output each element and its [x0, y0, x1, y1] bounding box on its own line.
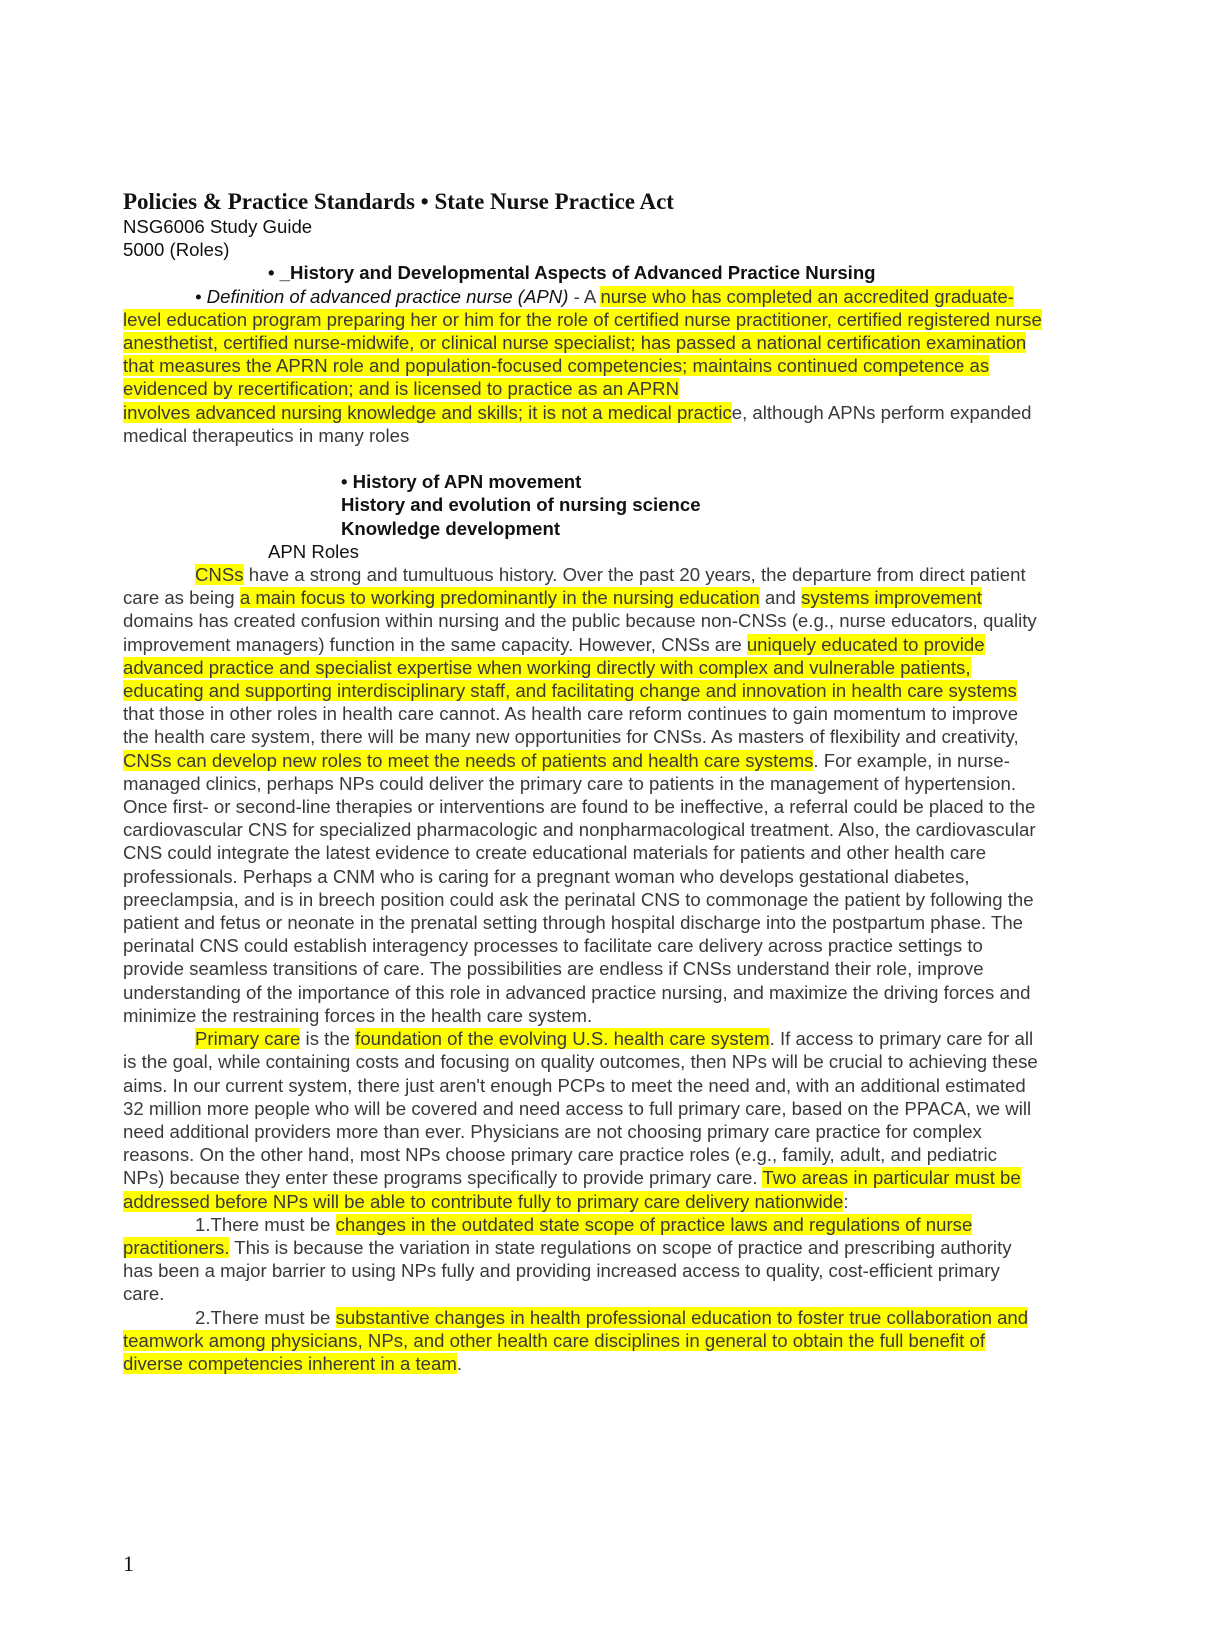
- text-run: .: [456, 1352, 463, 1374]
- document-page: [123, 188, 1043, 1375]
- subheading-history: • History of APN movement: [341, 471, 582, 493]
- text-run: e, although APNs perform expanded medical therapeutics in many roles: [123, 401, 1032, 446]
- highlight: Two areas in particular must be addressed before NPs will be able to contribute fully to primary care delivery nationwide: [123, 1167, 1021, 1212]
- highlight: changes in the outdated state scope of practice laws and regulations of nurse practitioners.: [123, 1213, 973, 1258]
- highlight: uniquely educated to provide advanced practice and specialist expertise when working directly with complex and vulnerable patients, educating and supporting interdisciplinary staff, and facilitating change and innovation in health care systems: [123, 633, 1017, 702]
- highlight: systems improvement: [801, 587, 982, 609]
- highlight: involves advanced nursing knowledge and skills; it is not a medical practic: [123, 401, 732, 423]
- text-run: . If access to primary care for all is the goal, while containing costs and focusing on quality outcomes, then NPs will be crucial to achieving these aims. In our current system, there just aren't enough PCPs to meet the need and, with an additional estimated 32 million more people who will be covered and need access to full primary care, based on the PPACA, we will need additional providers more than ever. Physicians are not choosing primary care practice for complex reasons. On the other hand, most NPs choose primary care practice roles (e.g., family, adult, and pediatric NPs) because they enter these programs specifically to provide primary care.: [123, 1028, 1038, 1189]
- text-run: have a strong and tumultuous history. Over the past 20 years, the departure from direct patient care as being: [123, 564, 1026, 609]
- text-run: 2.There must be: [195, 1306, 336, 1328]
- cns-paragraph: [123, 563, 1043, 1027]
- highlight: Primary care: [195, 1028, 301, 1050]
- highlight: foundation of the evolving U.S. health care system: [355, 1028, 770, 1050]
- text-run: This is because the variation in state regulations on scope of practice and prescribing authority has been a major barrier to using NPs fully and providing increased access to quality, cost-efficient primary care.: [123, 1236, 1012, 1305]
- course-name: NSG6006 Study Guide: [123, 216, 313, 237]
- definition-dash: - A: [568, 285, 601, 307]
- text-run: that those in other roles in health care cannot. As health care reform continues to gain momentum to improve the health care system, there will be many new opportunities for CNSs. As masters of flexibility and creativity,: [123, 703, 1019, 748]
- text-run: domains has created confusion within nursing and the public because non-CNSs (e.g., nurse educators, quality improvement managers) function in the same capacity. However, CNSs are: [123, 610, 1037, 655]
- definition-paragraph: [123, 285, 1043, 401]
- text-run: . For example, in nurse-managed clinics, perhaps NPs could deliver the primary care to patients in the management of hypertension. Once first- or second-line therapies or interventions are found to be ineffective, a referral could be placed to the cardiovascular CNS for specialized pharmacologic and nonpharmacological treatment. Also, the cardiovascular CNS could integrate the latest evidence to create educational materials for patients and other health care professionals. Perhaps a CNM who is caring for a pregnant woman who develops gestational diabetes, preeclampsia, and is in breech position could ask the perinatal CNS to commonage the patient by following the patient and fetus or neonate in the prenatal setting through hospital discharge into the postpartum phase. The perinatal CNS could establish interagency processes to facilitate care delivery across practice settings to provide seamless transitions of care. The possibilities are endless if CNSs understand their role, improve understanding of the importance of this role in advanced practice nursing, and maximize the driving forces and minimize the restraining forces in the health care system.: [123, 749, 1036, 1026]
- highlight: a main focus to working predominantly in the nursing education: [239, 587, 760, 609]
- definition-continuation: [123, 401, 1043, 447]
- section-heading: • _History and Developmental Aspects of Advanced Practice Nursing: [268, 262, 876, 284]
- document-title: Policies & Practice Standards • State Nurse Practice Act: [123, 189, 674, 214]
- text-run: and: [759, 587, 802, 609]
- text-run: 1.There must be: [195, 1213, 336, 1235]
- apn-roles-label: APN Roles: [268, 540, 359, 562]
- page-number: 1: [123, 1551, 134, 1576]
- definition-label: • Definition of advanced practice nurse (APN): [195, 285, 569, 307]
- highlight: substantive changes in health professional education to foster true collaboration and teamwork among physicians, NPs, and other health care disciplines in general to obtain the full benefit of diverse competencies inherent in a team: [123, 1306, 1029, 1374]
- primary-care-paragraph: [123, 1027, 1043, 1213]
- text-run: :: [843, 1190, 849, 1212]
- section-label: 5000 (Roles): [123, 239, 230, 261]
- list-item-1: [123, 1213, 1043, 1306]
- highlight: CNSs can develop new roles to meet the needs of patients and health care systems: [123, 749, 814, 771]
- highlight: nurse who has completed an accredited graduate-level education program preparing her or him for the role of certified nurse practitioner, certified registered nurse anesthetist, certified nurse-midwife, or clinical nurse specialist; has passed a national certification examination that measures the APRN role and population-focused competencies; maintains continued competence as evidenced by recertification; and is licensed to practice as an APRN: [123, 285, 1042, 400]
- list-item-2: [123, 1306, 1043, 1376]
- subheading-knowledge: Knowledge development: [341, 517, 561, 539]
- highlight: CNSs: [195, 564, 244, 586]
- text-run: is the: [300, 1028, 356, 1050]
- subheading-evolution: History and evolution of nursing science: [341, 494, 701, 516]
